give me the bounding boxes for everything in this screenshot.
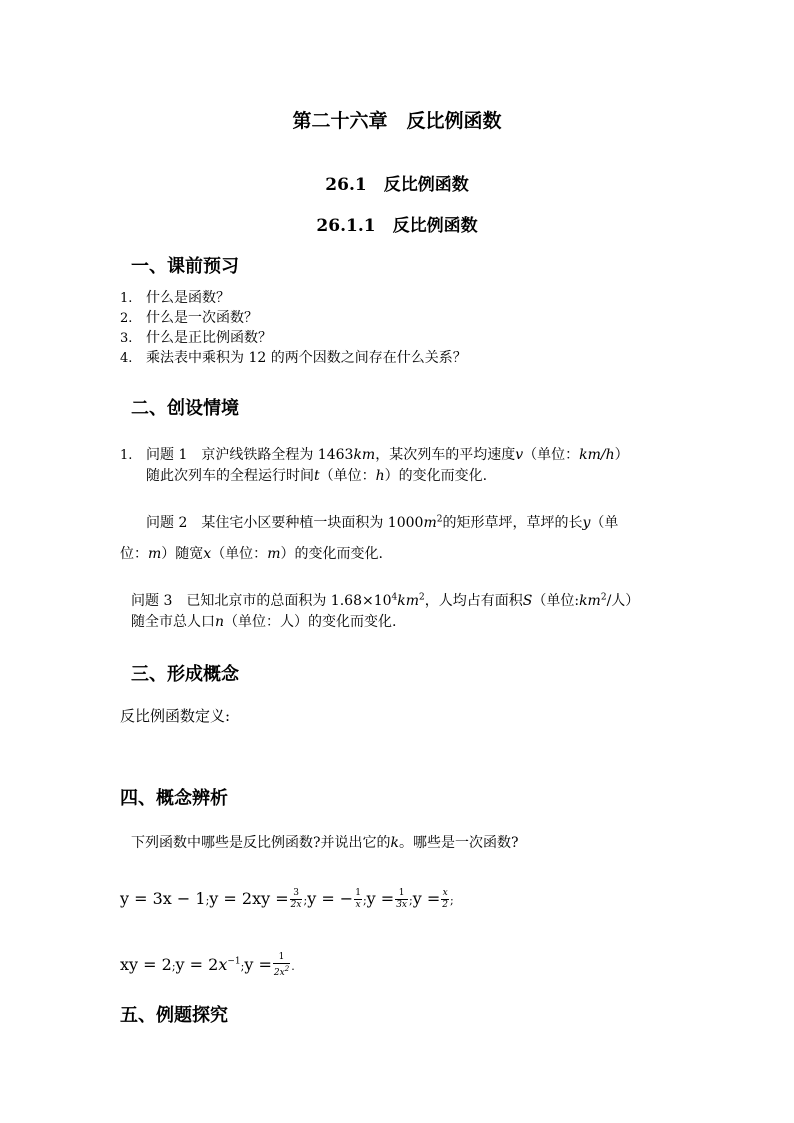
variable: x [203, 546, 212, 562]
numerator: 1 [273, 952, 290, 964]
fraction [354, 888, 362, 911]
heading-scenario: 二、创设情境 [131, 398, 239, 419]
problem3-line1 [131, 590, 639, 610]
problem3-line2 [131, 611, 396, 631]
heading-concept: 三、形成概念 [131, 664, 239, 685]
list-text: 什么是正比例函数？ [146, 330, 272, 346]
fraction [273, 952, 290, 979]
text: 随全市总人口 [131, 614, 215, 630]
denominator: x [355, 900, 361, 910]
text: （单位： [523, 447, 580, 463]
separator: . [291, 960, 295, 973]
list-item [120, 287, 230, 307]
separator: ; [171, 960, 176, 973]
list-number: 1. [120, 448, 133, 463]
variable: t [314, 468, 320, 484]
exponent: −1 [227, 956, 241, 967]
variable: n [215, 614, 225, 630]
formula-line-2 [120, 952, 295, 979]
unit: km/h [579, 447, 615, 463]
separator: ; [450, 894, 454, 907]
variable: y [582, 515, 591, 531]
text: （单位: [532, 593, 580, 609]
separator: ; [362, 894, 367, 907]
unit: m [267, 546, 281, 562]
unit: km [579, 593, 601, 609]
separator: ; [409, 894, 413, 907]
list-item [120, 327, 272, 347]
denominator [273, 964, 290, 979]
heading-preview: 一、课前预习 [131, 256, 239, 277]
text: ） [614, 447, 629, 463]
subsection-title: 26.1.1 反比例函数 [316, 216, 478, 236]
text: 问题 1 京沪线铁路全程为 1463 [146, 447, 354, 463]
variable: x [218, 955, 228, 974]
list-number: 4. [120, 351, 133, 366]
denominator-base: 2x [273, 968, 285, 978]
fraction [395, 888, 408, 911]
numerator: 1 [355, 888, 361, 898]
formula-prefix: y = − [307, 889, 354, 908]
variable: S [522, 593, 533, 609]
unit: m [423, 515, 437, 531]
text: 。哪些是一次函数? [399, 835, 519, 851]
text: ，某次列车的平均速度 [375, 447, 516, 463]
formula-prefix: y = [261, 889, 289, 908]
text: ）随宽 [161, 546, 204, 562]
list-number: 1. [120, 291, 133, 306]
variable: k [390, 835, 399, 851]
text: 的矩形草坪，草坪的长 [442, 515, 583, 531]
exponent: 2 [419, 592, 425, 603]
formula: xy = 2 [120, 955, 172, 974]
text: 下列函数中哪些是反比例函数?并说出它的 [131, 835, 391, 851]
problem2-line1 [146, 512, 618, 532]
exponent: 4 [391, 592, 398, 603]
formula-prefix: y = [412, 889, 441, 908]
numerator: x [442, 888, 448, 898]
text: 位： [120, 546, 148, 562]
text: 随此次列车的全程运行时间 [146, 468, 314, 484]
text: （单位： [319, 468, 376, 484]
question-text [131, 832, 519, 852]
text: /人） [606, 593, 640, 609]
list-number: 3. [120, 331, 133, 346]
numerator: 1 [395, 888, 408, 900]
fraction [290, 888, 303, 911]
text: 问题 2 某住宅小区要种植一块面积为 1000 [146, 515, 424, 531]
list-item [120, 307, 258, 327]
separator: ; [240, 960, 245, 973]
exponent: 2 [436, 514, 443, 525]
problem1-line2 [146, 465, 487, 485]
text: ）的变化而变化. [280, 546, 383, 562]
denominator: 2x [290, 900, 302, 910]
formula-prefix: y = 2 [175, 955, 219, 974]
denominator: 2 [442, 900, 448, 910]
formula-prefix: y = [244, 955, 272, 974]
exponent: 2 [284, 965, 290, 973]
problem1-line1 [120, 444, 629, 464]
text: （单位：人）的变化而变化. [224, 614, 397, 630]
variable: v [515, 447, 524, 463]
heading-discrimination: 四、概念辨析 [120, 788, 228, 809]
heading-examples: 五、例题探究 [120, 1005, 228, 1026]
section-title: 26.1 反比例函数 [325, 175, 469, 195]
formula: y = 2x [209, 889, 262, 908]
separator: ; [303, 894, 308, 907]
list-item [120, 347, 467, 367]
list-number: 2. [120, 311, 133, 326]
formula: y = 3x − 1 [120, 889, 206, 908]
text: （单 [590, 515, 619, 531]
problem2-line2 [120, 543, 383, 563]
text: 问题 3 已知北京市的总面积为 1.68×10 [131, 593, 392, 609]
unit: km [397, 593, 420, 609]
formula-line-1 [120, 888, 454, 911]
text: ，人均占有面积 [424, 593, 523, 609]
denominator: 3x [396, 900, 408, 910]
unit: h [375, 468, 385, 484]
text: ）的变化而变化. [384, 468, 488, 484]
separator: ; [205, 894, 210, 907]
list-text: 乘法表中乘积为 12 的两个因数之间存在什么关系？ [146, 350, 467, 366]
exponent: 2 [600, 592, 607, 603]
list-text: 什么是函数？ [146, 290, 230, 306]
fraction [441, 888, 449, 911]
unit: m [148, 546, 162, 562]
list-text: 什么是一次函数？ [146, 310, 258, 326]
chapter-title: 第二十六章 反比例函数 [292, 110, 502, 132]
definition-label: 反比例函数定义: [120, 707, 231, 725]
unit: km [353, 447, 376, 463]
formula-prefix: y = [366, 889, 395, 908]
numerator: 3 [290, 888, 303, 900]
text: （单位： [211, 546, 268, 562]
